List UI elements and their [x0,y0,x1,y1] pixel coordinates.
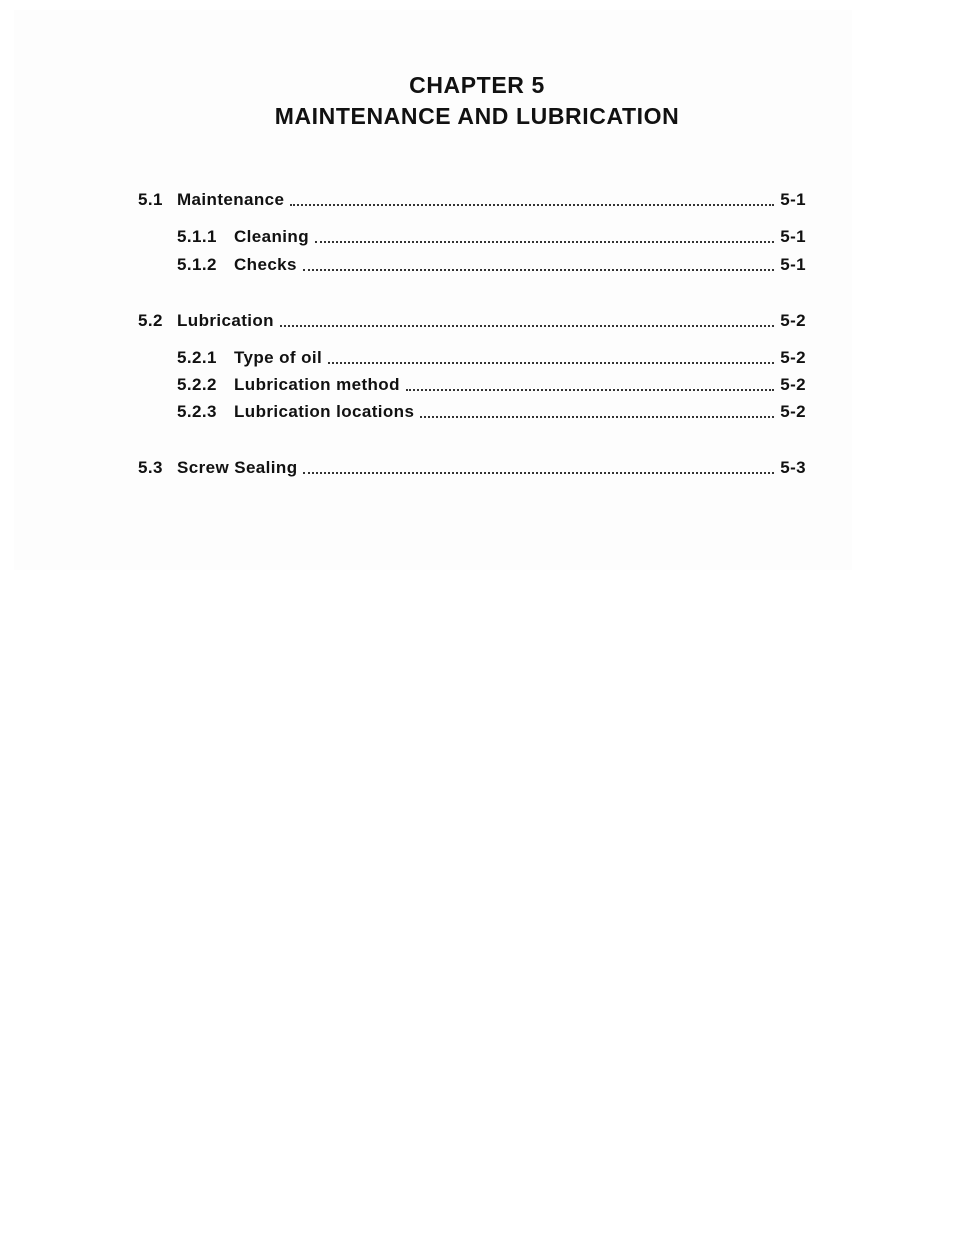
dot-leader [290,204,774,206]
toc-entry-5-1-2[interactable] [177,253,806,275]
toc-entry-5-2-2[interactable] [177,373,806,395]
chapter-title: CHAPTER 5 [409,72,545,98]
toc-entry-label: Screw Sealing [177,458,298,477]
toc-entry-5-2-3[interactable] [177,400,806,422]
toc-entry-5-1[interactable] [138,188,806,210]
dot-leader [303,269,774,271]
toc-entry-number: 5.1 [138,190,163,209]
dot-leader [328,362,774,364]
chapter-heading [0,70,954,132]
toc-entry-5-2[interactable] [138,309,806,331]
toc-entry-5-3[interactable] [138,456,806,478]
dot-leader [280,325,774,327]
toc-entry-page: 5-1 [780,255,806,274]
toc-entry-page: 5-2 [780,402,806,421]
dot-leader [420,416,774,418]
toc-entry-label: Lubrication method [234,375,400,394]
toc-entry-label: Cleaning [234,227,309,246]
toc-entry-page: 5-1 [780,227,806,246]
toc-entry-number: 5.2.1 [177,348,217,367]
toc-entry-5-1-1[interactable] [177,225,806,247]
toc-entry-number: 5.3 [138,458,163,477]
toc-entry-5-2-1[interactable] [177,346,806,368]
dot-leader [315,241,774,243]
toc-entry-label: Type of oil [234,348,323,367]
toc-entry-label: Checks [234,255,297,274]
chapter-subtitle: MAINTENANCE AND LUBRICATION [274,103,680,129]
toc-entry-label: Lubrication [177,311,274,330]
toc-entry-page: 5-1 [780,190,806,209]
toc-entry-number: 5.1.2 [177,255,217,274]
toc-entry-number: 5.2.2 [177,375,217,394]
toc-entry-number: 5.2.3 [177,402,217,421]
toc-entry-number: 5.2 [138,311,163,330]
toc-entry-page: 5-2 [780,311,806,330]
toc-entry-page: 5-3 [780,458,806,477]
toc-entry-page: 5-2 [780,375,806,394]
toc-entry-label: Lubrication locations [234,402,415,421]
toc-entry-page: 5-2 [780,348,806,367]
dot-leader [406,389,774,391]
toc-entry-number: 5.1.1 [177,227,217,246]
dot-leader [303,472,774,474]
toc-entry-label: Maintenance [177,190,285,209]
